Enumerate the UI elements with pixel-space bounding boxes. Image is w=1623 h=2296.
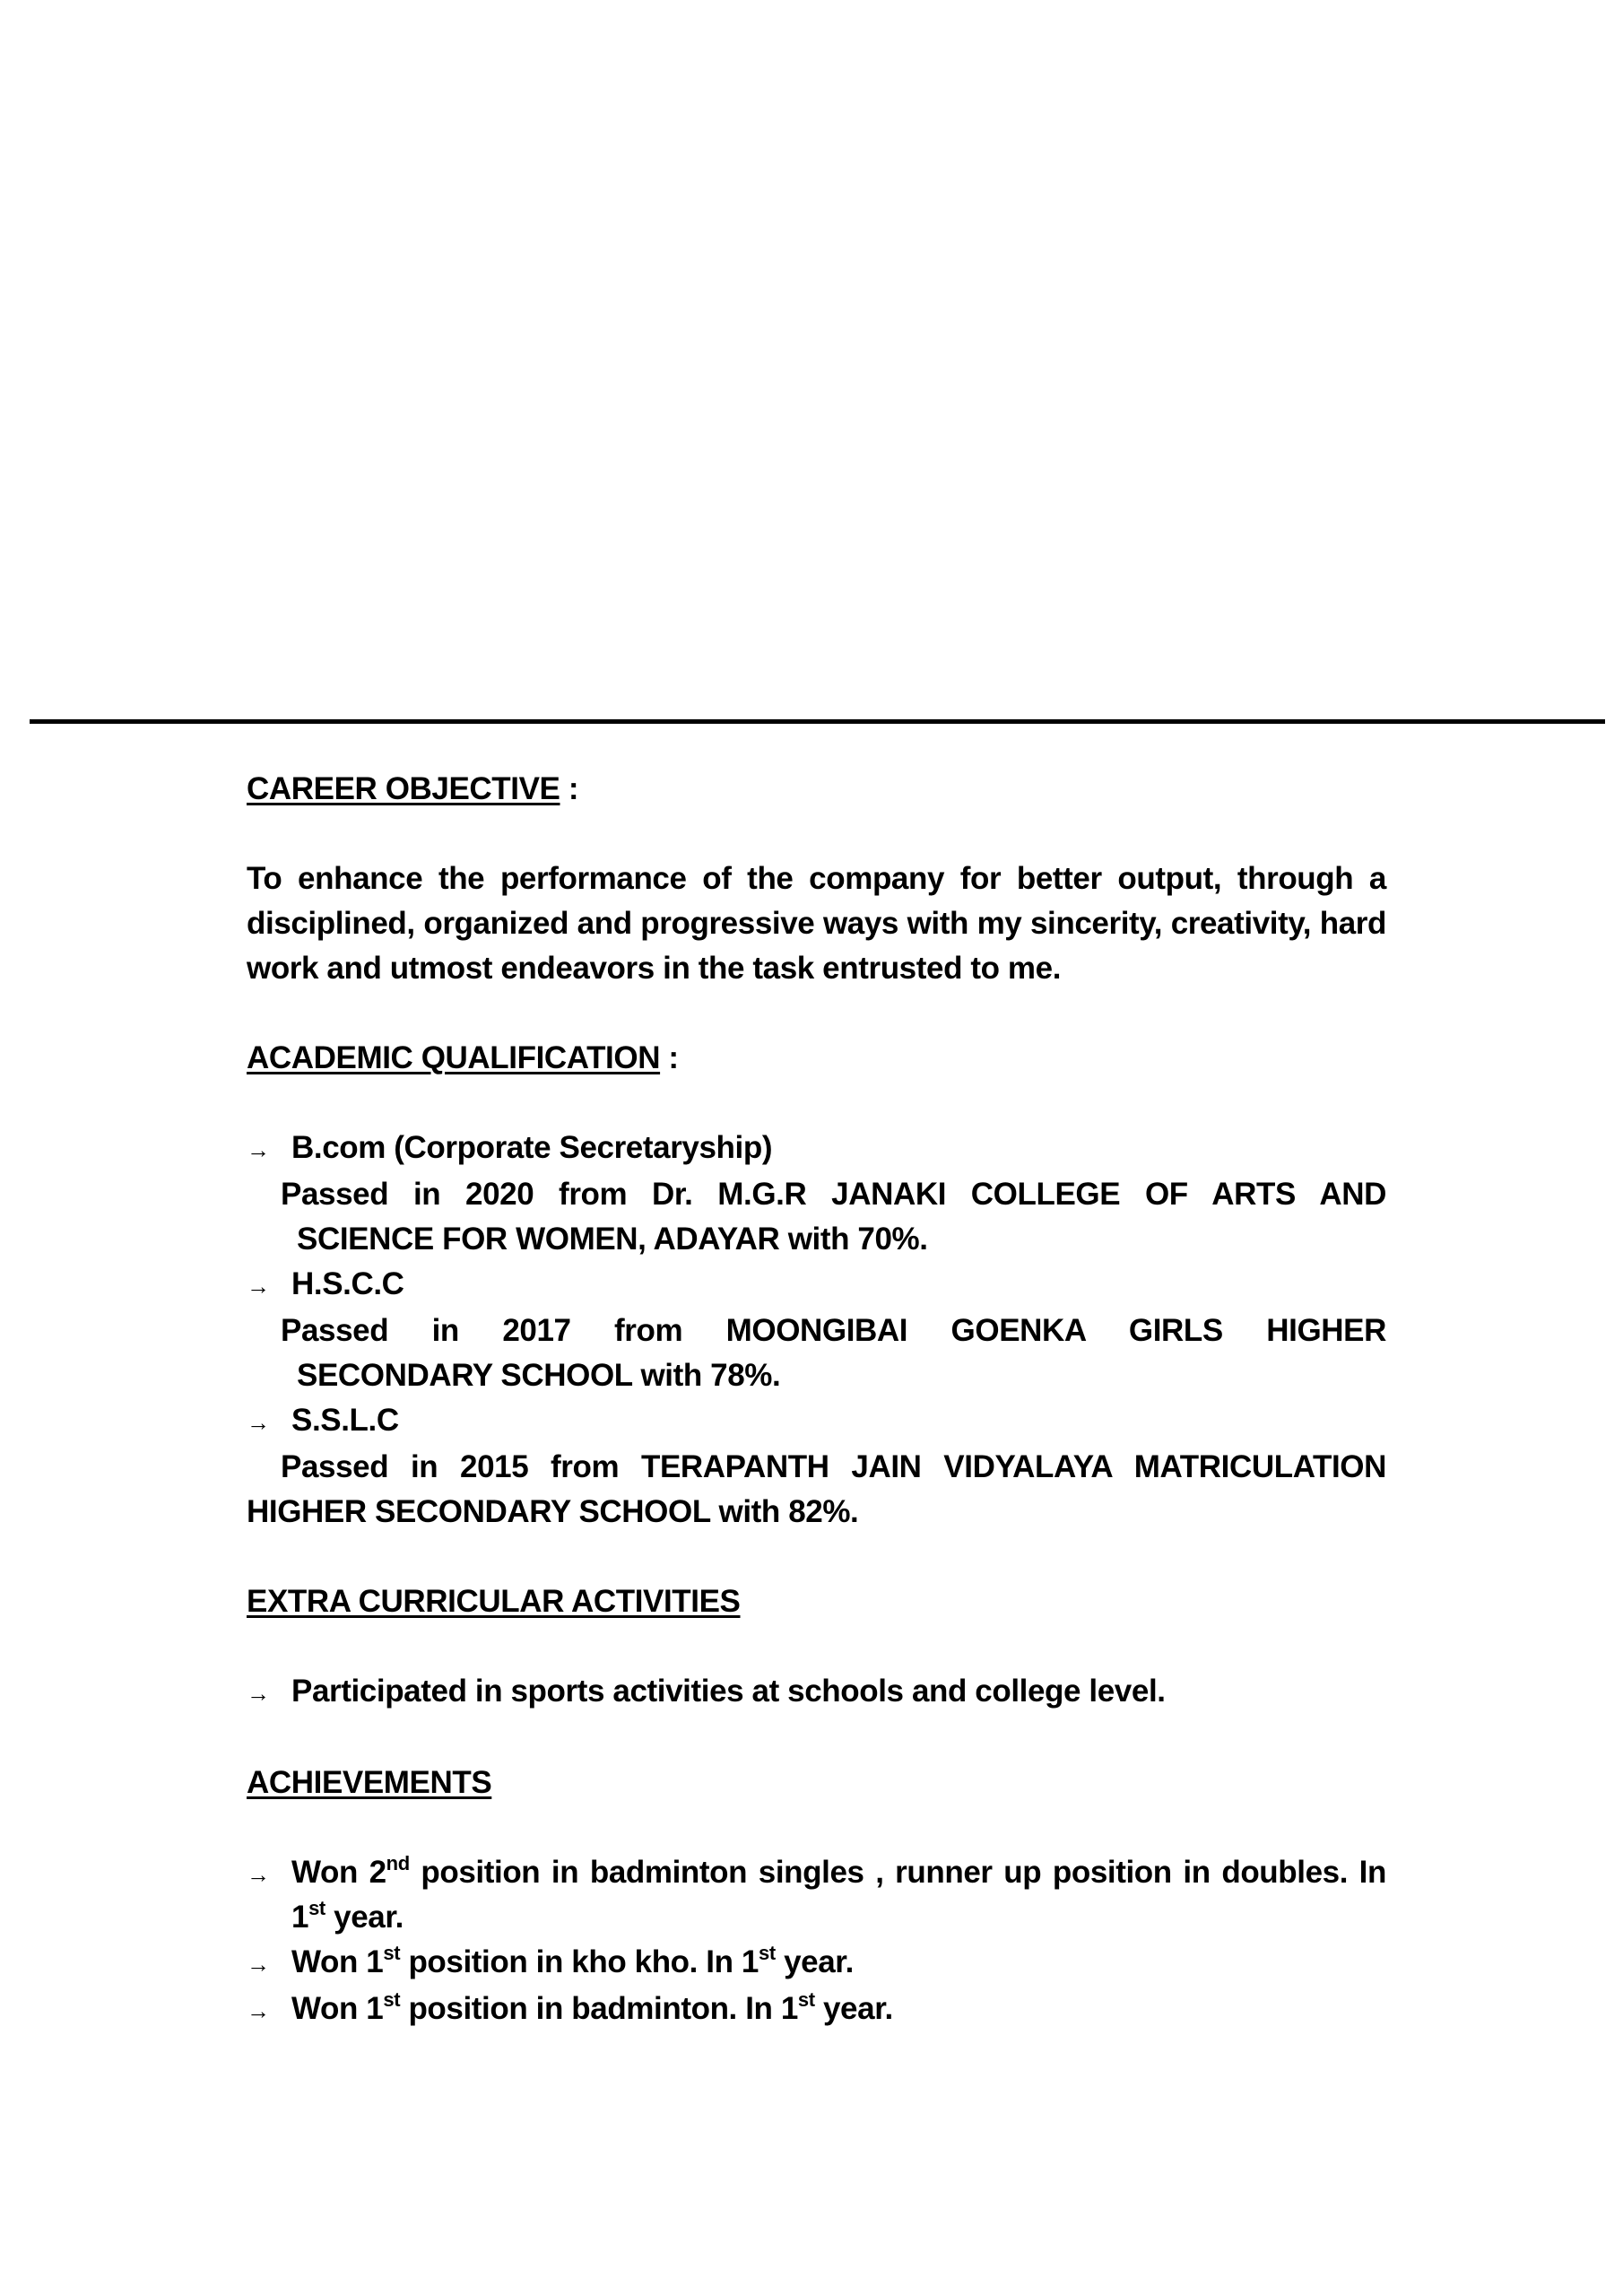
achievement-item bbox=[247, 1850, 1386, 1940]
right-arrow-icon: → bbox=[247, 1997, 270, 2024]
qualification-detail bbox=[247, 1172, 1386, 1262]
right-arrow-icon: → bbox=[247, 1861, 270, 1888]
qualification-title: H.S.C.C bbox=[291, 1266, 404, 1301]
heading-suffix: : bbox=[560, 771, 579, 806]
achievement-text: Won 2nd position in badminton singles , runner up position in doubles. In 1st year. bbox=[291, 1852, 1386, 1935]
right-arrow-icon: → bbox=[247, 1680, 270, 1707]
qualification-detail bbox=[247, 1445, 1386, 1535]
activity-text: Participated in sports activities at schools and college level. bbox=[291, 1674, 1166, 1709]
career-objective-text: To enhance the performance of the company for better output, through a disciplined, organized and progressive ways with my sincerity, creativity, hard work and utmost endeavors in the task entrusted to me. bbox=[247, 861, 1386, 986]
detail-line: HIGHER SECONDARY SCHOOL with 82%. bbox=[247, 1494, 859, 1529]
detail-line: SECONDARY SCHOOL with 78%. bbox=[297, 1358, 781, 1393]
extra-curricular-item bbox=[247, 1669, 1386, 1716]
achievement-item bbox=[247, 1987, 1386, 2033]
achievement-text: Won 1st position in badminton. In 1st year. bbox=[291, 1988, 893, 2026]
header-divider-rule bbox=[30, 719, 1605, 724]
academic-item-hscc bbox=[247, 1262, 1386, 1398]
heading-text: CAREER OBJECTIVE bbox=[247, 771, 560, 806]
academic-qualification-heading bbox=[247, 1036, 1386, 1081]
detail-line: SCIENCE FOR WOMEN, ADAYAR with 70%. bbox=[297, 1222, 928, 1257]
heading-text: ACADEMIC QUALIFICATION bbox=[247, 1040, 661, 1075]
achievements-heading bbox=[247, 1761, 1386, 1805]
detail-line: Passed in 2015 from TERAPANTH JAIN VIDYALAYA MATRICULATION bbox=[281, 1449, 1386, 1484]
academic-item-sslc bbox=[247, 1398, 1386, 1535]
achievement-item bbox=[247, 1940, 1386, 1987]
detail-line: Passed in 2020 from Dr. M.G.R JANAKI COLLEGE OF ARTS AND bbox=[281, 1177, 1386, 1212]
achievement-text: Won 1st position in kho kho. In 1st year. bbox=[291, 1942, 854, 1979]
heading-suffix: : bbox=[660, 1040, 679, 1075]
heading-text: ACHIEVEMENTS bbox=[247, 1765, 492, 1800]
qualification-detail bbox=[247, 1309, 1386, 1398]
detail-line: Passed in 2017 from MOONGIBAI GOENKA GIRLS HIGHER bbox=[281, 1313, 1386, 1348]
qualification-title: B.com (Corporate Secretaryship) bbox=[291, 1130, 773, 1165]
qualification-title: S.S.L.C bbox=[291, 1403, 399, 1438]
right-arrow-icon: → bbox=[247, 1136, 270, 1163]
resume-body bbox=[247, 767, 1386, 2033]
right-arrow-icon: → bbox=[247, 1951, 270, 1978]
extra-curricular-heading bbox=[247, 1579, 1386, 1624]
right-arrow-icon: → bbox=[247, 1409, 270, 1436]
career-objective-heading bbox=[247, 767, 1386, 812]
right-arrow-icon: → bbox=[247, 1273, 270, 1300]
heading-text: EXTRA CURRICULAR ACTIVITIES bbox=[247, 1584, 741, 1619]
academic-item-bcom bbox=[247, 1126, 1386, 1262]
